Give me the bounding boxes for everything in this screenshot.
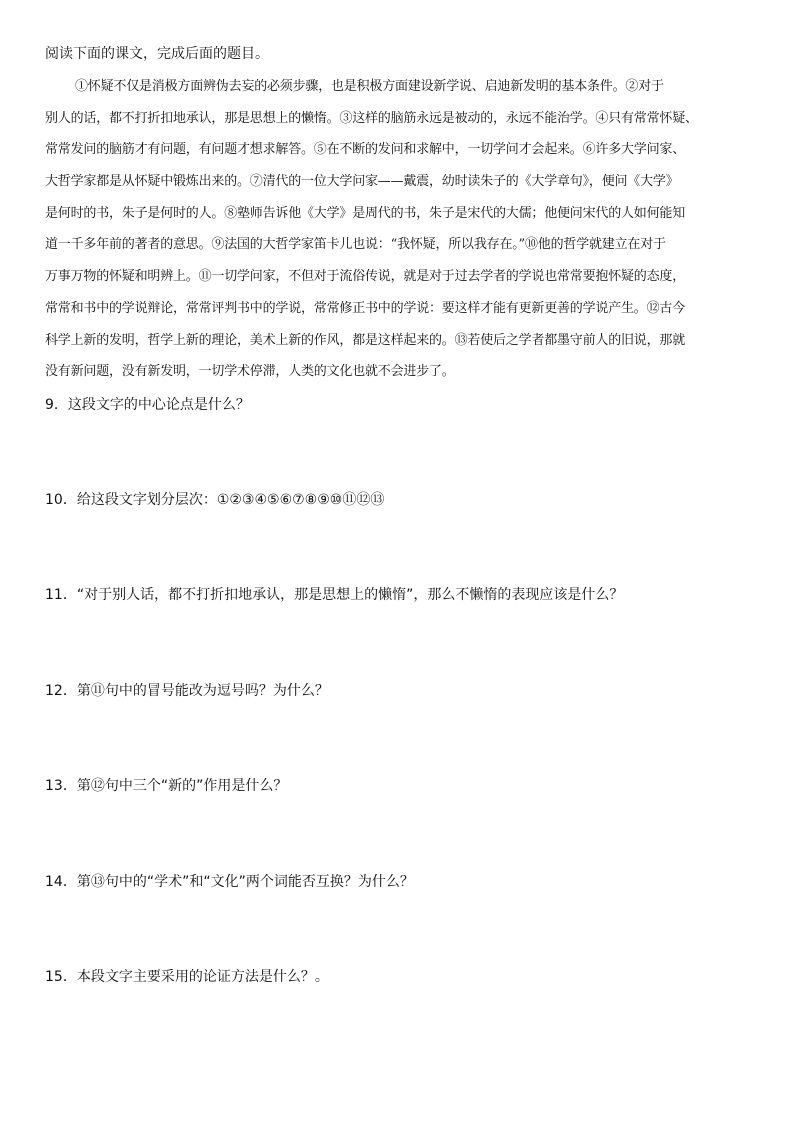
question-text: 这段文字的中心论点是什么？ <box>67 397 250 413</box>
question-text: 给这段文字划分层次：①②③④⑤⑥⑦⑧⑨⑩⑪⑫⑬ <box>76 492 385 508</box>
question-number: 13． <box>45 778 77 794</box>
question-number: 9． <box>45 397 68 413</box>
question-number: 11． <box>45 587 77 603</box>
passage-line: 大哲学家都是从怀疑中锻炼出来的。⑦清代的一位大学问家——戴震，幼时读朱子的《大学章句》，便问《大学》 <box>45 174 679 190</box>
question-text: “对于别人话，都不打折扣地承认，那是思想上的懒惰”，那么不懒惰的表现应该是什么？ <box>76 587 624 603</box>
reading-instruction: 阅读下面的课文，完成后面的题目。 <box>45 46 269 62</box>
passage-line: 常常发问的脑筋才有问题，有问题才想求解答。⑤在不断的发问和求解中，一切学问才会起来。⑥许多大学问家、 <box>45 142 686 158</box>
question-10 <box>45 490 384 510</box>
question-text: 本段文字主要采用的论证方法是什么？。 <box>76 969 329 985</box>
question-11 <box>45 585 623 605</box>
question-text: 第⑫句中三个“新的”作用是什么？ <box>76 778 288 794</box>
question-15 <box>45 967 329 987</box>
question-text: 第⑪句中的冒号能改为逗号吗？为什么？ <box>76 683 329 699</box>
question-12 <box>45 681 329 701</box>
passage-line: 是何时的书，朱子是何时的人。⑧塾师告诉他《大学》是周代的书，朱子是宋代的大儒；他便问宋代的人如何能知 <box>45 205 686 221</box>
passage-line: 没有新问题，没有新发明，一切学术停滞，人类的文化也就不会进步了。 <box>45 364 455 380</box>
question-9 <box>45 395 250 415</box>
question-14 <box>45 872 414 892</box>
passage-line: 道一千多年前的著者的意思。⑨法国的大哲学家笛卡儿也说：“我怀疑，所以我存在。”⑩他的哲学就建立在对于 <box>45 237 666 253</box>
passage-line: 常常和书中的学说辩论，常常评判书中的学说，常常修正书中的学说：要这样才能有更新更善的学说产生。⑫古今 <box>45 300 686 316</box>
question-number: 14． <box>45 874 77 890</box>
question-text: 第⑬句中的“学术”和“文化”两个词能否互换？为什么？ <box>76 874 414 890</box>
question-number: 12． <box>45 683 77 699</box>
passage-line: 万事万物的怀疑和明辨上。⑪一切学问家，不但对于流俗传说，就是对于过去学者的学说也常常要抱怀疑的态度， <box>45 269 686 285</box>
passage-line: 别人的话，都不打折扣地承认，那是思想上的懒惰。③这样的脑筋永远是被动的，永远不能治学。④只有常常怀疑、 <box>45 110 698 126</box>
question-number: 10． <box>45 492 77 508</box>
question-number: 15． <box>45 969 77 985</box>
passage-line: ①怀疑不仅是消极方面辨伪去妄的必须步骤，也是积极方面建设新学说、启迪新发明的基本条件。②对于 <box>75 79 664 94</box>
passage-line: 科学上新的发明，哲学上新的理论，美术上新的作风，都是这样起来的。⑬若使后之学者都墨守前人的旧说，那就 <box>45 332 686 348</box>
reading-passage <box>45 71 751 388</box>
question-13 <box>45 776 287 796</box>
